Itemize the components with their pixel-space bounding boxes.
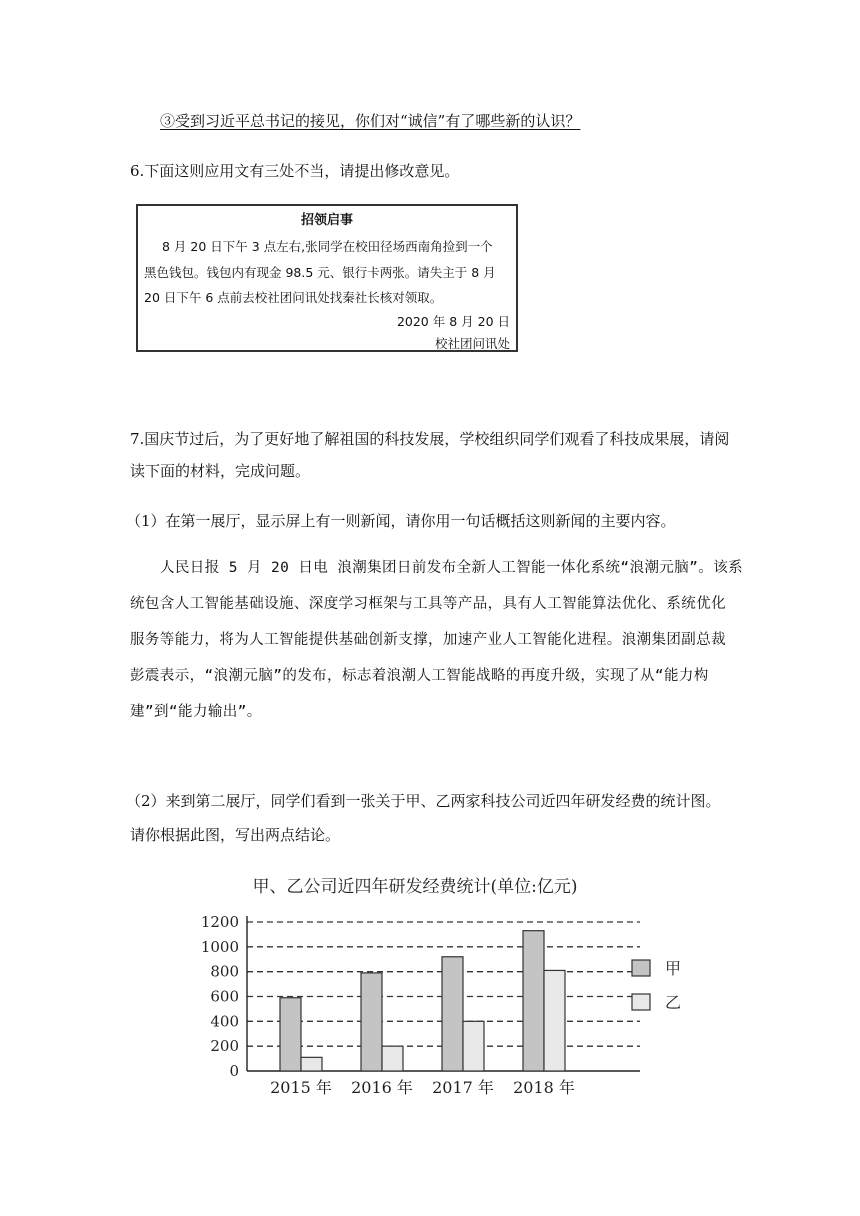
y-tick-label: 400 xyxy=(210,1012,239,1031)
bar-yi xyxy=(301,1057,322,1071)
y-tick-label: 600 xyxy=(210,987,239,1006)
q7-intro-line: 读下面的材料，完成问题。 xyxy=(130,462,311,480)
notice-line: 黑色钱包。钱包内有现金 98.5 元、银行卡两张。请失主于 8 月 xyxy=(144,265,496,280)
notice-date: 2020 年 8 月 20 日 xyxy=(396,314,510,329)
legend-swatch xyxy=(632,994,650,1010)
bar-yi xyxy=(544,970,565,1071)
legend-label: 乙 xyxy=(665,993,682,1012)
q7-sub2-line: （2）来到第二展厅，同学们看到一张关于甲、乙两家科技公司近四年研发经费的统计图。 xyxy=(126,792,721,810)
news-line: 人民日报 5 月 20 日电 浪潮集团日前发布全新人工智能一体化系统“浪潮元脑”。该系 xyxy=(160,560,743,576)
x-tick-label: 2015 年 xyxy=(270,1078,332,1097)
y-tick-label: 1200 xyxy=(200,913,239,931)
news-line: 统包含人工智能基础设施、深度学习框架与工具等产品，具有人工智能算法优化、系统优化 xyxy=(130,596,726,612)
y-tick-label: 0 xyxy=(229,1062,239,1080)
bar-jia xyxy=(442,957,463,1071)
q7-sub1: （1）在第一展厅，显示屏上有一则新闻，请你用一句话概括这则新闻的主要内容。 xyxy=(126,512,676,530)
bar-jia xyxy=(361,973,382,1071)
news-line: 彭震表示，“浪潮元脑”的发布，标志着浪潮人工智能战略的再度升级，实现了从“能力构 xyxy=(130,668,709,684)
news-line: 建”到“能力输出”。 xyxy=(130,704,262,720)
q7-intro-line: 7.国庆节过后，为了更好地了解祖国的科技发展，学校组织同学们观看了科技成果展，请阅 xyxy=(130,430,730,448)
news-line: 服务等能力，将为人工智能提供基础创新支撑，加速产业人工智能化进程。浪潮集团副总裁 xyxy=(130,632,726,648)
notice-line: 20 日下午 6 点前去校社团问讯处找秦社长核对领取。 xyxy=(144,290,443,305)
y-tick-label: 800 xyxy=(210,962,239,981)
x-tick-label: 2017 年 xyxy=(432,1078,494,1097)
bar-jia xyxy=(523,931,544,1071)
y-tick-label: 1000 xyxy=(200,937,239,956)
bar-yi xyxy=(382,1046,403,1071)
x-tick-label: 2018 年 xyxy=(513,1078,575,1097)
bar-jia xyxy=(280,998,301,1071)
x-tick-label: 2016 年 xyxy=(351,1078,413,1097)
bar-yi xyxy=(463,1021,484,1071)
bar-chart xyxy=(185,868,705,1104)
chart-title: 甲、乙公司近四年研发经费统计(单位:亿元) xyxy=(252,877,578,897)
legend-label: 甲 xyxy=(665,959,682,978)
y-tick-label: 200 xyxy=(210,1037,239,1056)
notice-line: 8 月 20 日下午 3 点左右,张同学在校田径场西南角捡到一个 xyxy=(162,239,493,254)
notice-signature: 校社团问讯处 xyxy=(434,336,510,351)
notice-box xyxy=(136,204,518,352)
legend-swatch xyxy=(632,960,650,976)
q7-sub2-line: 请你根据此图，写出两点结论。 xyxy=(130,826,341,844)
q5-sub3-text: ③受到习近平总书记的接见，你们对“诚信”有了哪些新的认识？ xyxy=(160,112,581,130)
q6-prompt: 6.下面这则应用文有三处不当，请提出修改意见。 xyxy=(130,162,460,180)
notice-title: 招领启事 xyxy=(300,213,353,228)
